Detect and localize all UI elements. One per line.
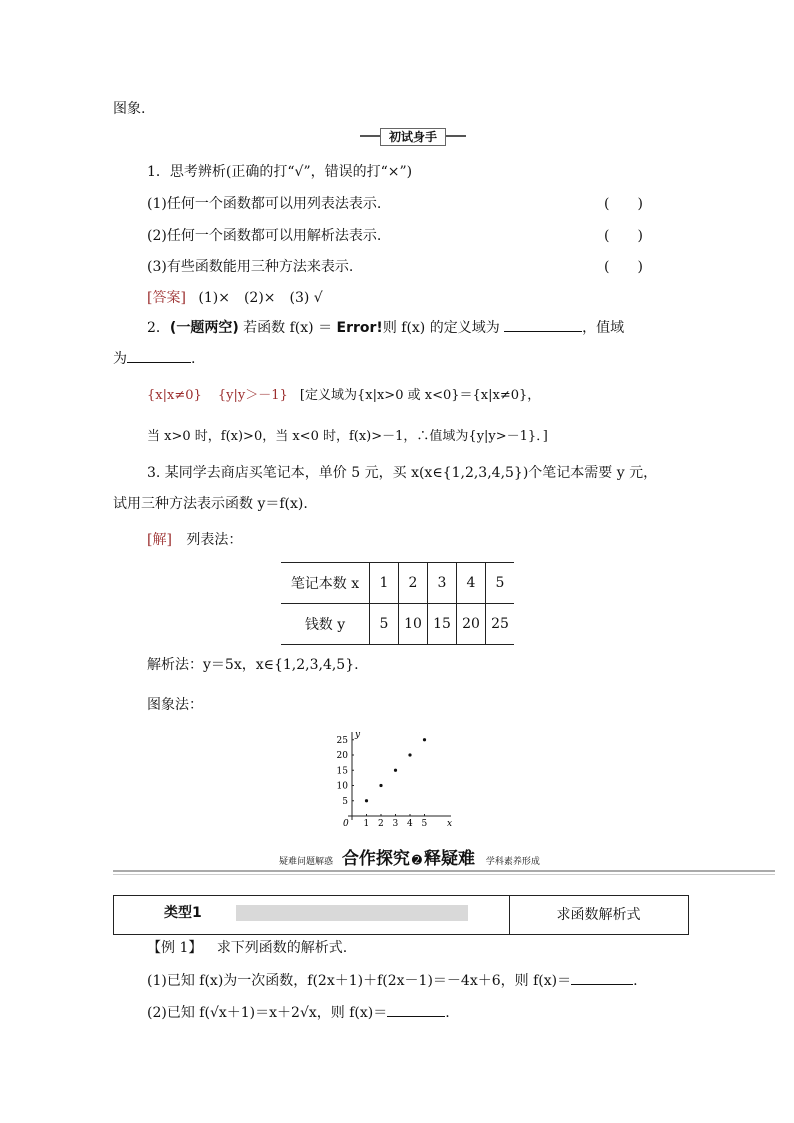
q2-answer — [147, 384, 540, 403]
q2-line2-b: . — [191, 351, 196, 367]
chevron-icon: ➋ — [411, 853, 422, 867]
q2-num: 2． — [147, 320, 170, 336]
scatter-chart — [330, 728, 460, 830]
q2-ans-1: {x|x≠0} — [147, 388, 202, 403]
y-tick-label: 5 — [342, 796, 348, 807]
banner-try — [360, 128, 466, 144]
x-tick-label: 3 — [392, 819, 399, 829]
table-row — [281, 604, 514, 645]
table-cell: 3 — [428, 563, 457, 604]
q3-line2: 试用三种方法表示函数 y＝f(x). — [113, 496, 308, 512]
answer-label: [答案] — [147, 290, 186, 306]
value-table — [281, 562, 514, 645]
q2-explain-1: [定义域为{x|x>0 或 x<0}＝{x|x≠0}， — [299, 388, 541, 403]
x-tick-label: 2 — [378, 819, 384, 829]
section-left: 疑难问题解惑 — [279, 857, 334, 867]
type-title: 求函数解析式 — [556, 907, 641, 923]
q3-solution — [147, 529, 242, 549]
q2-line2-a: 为 — [113, 351, 127, 367]
x-tick-label: 4 — [407, 819, 413, 829]
type-box — [113, 895, 689, 935]
example-p1: (1)已知 f(x)为一次函数，f(2x＋1)＋f(2x－1)＝－4x＋6，则 f(x)＝ . — [147, 970, 638, 990]
y-tick-label: 15 — [336, 766, 348, 777]
example-head — [147, 937, 347, 957]
data-point — [379, 784, 382, 787]
q2-line1 — [147, 317, 624, 337]
q2-tag: (一题两空) — [169, 320, 239, 336]
table-cell: 1 — [370, 563, 399, 604]
top-text: 图象. — [113, 101, 146, 117]
q1-paren-3: ( ) — [604, 259, 643, 275]
table-header-x: 笔记本数 x — [281, 563, 370, 604]
q2-stem-c: ，值域 — [582, 320, 625, 336]
q1-paren-2: ( ) — [604, 228, 643, 244]
data-point — [365, 799, 368, 802]
y-tick-label: 25 — [336, 735, 348, 746]
example-p2: (2)已知 f(√x＋1)＝x＋2√x，则 f(x)＝ . — [147, 1002, 450, 1022]
section-banner — [113, 850, 775, 878]
solution-text: 列表法： — [186, 532, 243, 548]
q2-ans-2: {y|y＞－1} — [217, 388, 288, 403]
q1-item-1: (1)任何一个函数都可以用列表法表示. — [147, 196, 382, 212]
sqrt-icon: √ — [299, 1005, 309, 1021]
section-right: 学科素养形成 — [485, 857, 540, 867]
section-mid-1: 合作探究 — [341, 849, 410, 869]
q1-item-3: (3)有些函数能用三种方法来表示. — [147, 259, 354, 275]
section-mid-2: 释疑难 — [423, 849, 475, 869]
q2-error: Error! — [336, 320, 383, 336]
data-point — [408, 753, 411, 756]
example-stem: 求下列函数的解析式. — [216, 940, 348, 956]
type-label: 类型1 — [150, 905, 236, 921]
x-tick-label: 1 — [363, 819, 370, 829]
table-cell: 10 — [399, 604, 428, 645]
solution-label: [解] — [147, 532, 172, 548]
q1-stem: 1．思考辨析(正确的打“√”，错误的打“×”) — [147, 164, 413, 180]
sqrt-icon: √ — [209, 1005, 219, 1021]
x-axis-label: x — [447, 819, 453, 829]
q1-paren-1: ( ) — [604, 196, 643, 212]
type-tag — [150, 905, 468, 921]
table-cell: 5 — [370, 604, 399, 645]
table-cell: 2 — [399, 563, 428, 604]
q2-stem-a: 若函数 f(x) ＝ — [243, 320, 333, 336]
q2-blank-2 — [127, 348, 191, 363]
q3-line1: 3. 某同学去商店买笔记本，单价 5 元，买 x(x∈{1,2,3,4,5})个笔记本需要 y 元， — [147, 465, 658, 481]
blank — [387, 1002, 445, 1017]
answer-text: (1)× (2)× (3) √ — [198, 290, 323, 306]
data-point — [394, 769, 397, 772]
table-row — [281, 563, 514, 604]
banner-label: 初试身手 — [380, 128, 446, 146]
q2-blank-1 — [504, 317, 582, 332]
table-cell: 20 — [457, 604, 486, 645]
q1-answer — [147, 287, 323, 307]
blank — [571, 970, 633, 985]
q2-line2 — [113, 348, 195, 368]
table-cell: 5 — [486, 563, 515, 604]
example-label: 【例 1】 — [147, 940, 203, 956]
table-cell: 15 — [428, 604, 457, 645]
y-axis-label: y — [355, 730, 361, 740]
origin-label: 0 — [343, 819, 349, 829]
x-tick-label: 5 — [421, 819, 428, 829]
graph-method-label: 图象法： — [147, 697, 203, 713]
y-tick-label: 10 — [336, 781, 348, 792]
analytic-method: 解析法：y＝5x，x∈{1,2,3,4,5}. — [147, 657, 359, 673]
table-cell: 4 — [457, 563, 486, 604]
table-cell: 25 — [486, 604, 515, 645]
data-point — [423, 738, 426, 741]
q2-explain-2: 当 x>0 时，f(x)>0，当 x<0 时，f(x)>－1，∴值域为{y|y>－1}．] — [147, 429, 548, 444]
y-tick-label: 20 — [336, 751, 348, 761]
q1-item-2: (2)任何一个函数都可以用解析法表示. — [147, 228, 382, 244]
q2-stem-b: 则 f(x) 的定义域为 — [382, 320, 500, 336]
table-header-y: 钱数 y — [281, 604, 370, 645]
